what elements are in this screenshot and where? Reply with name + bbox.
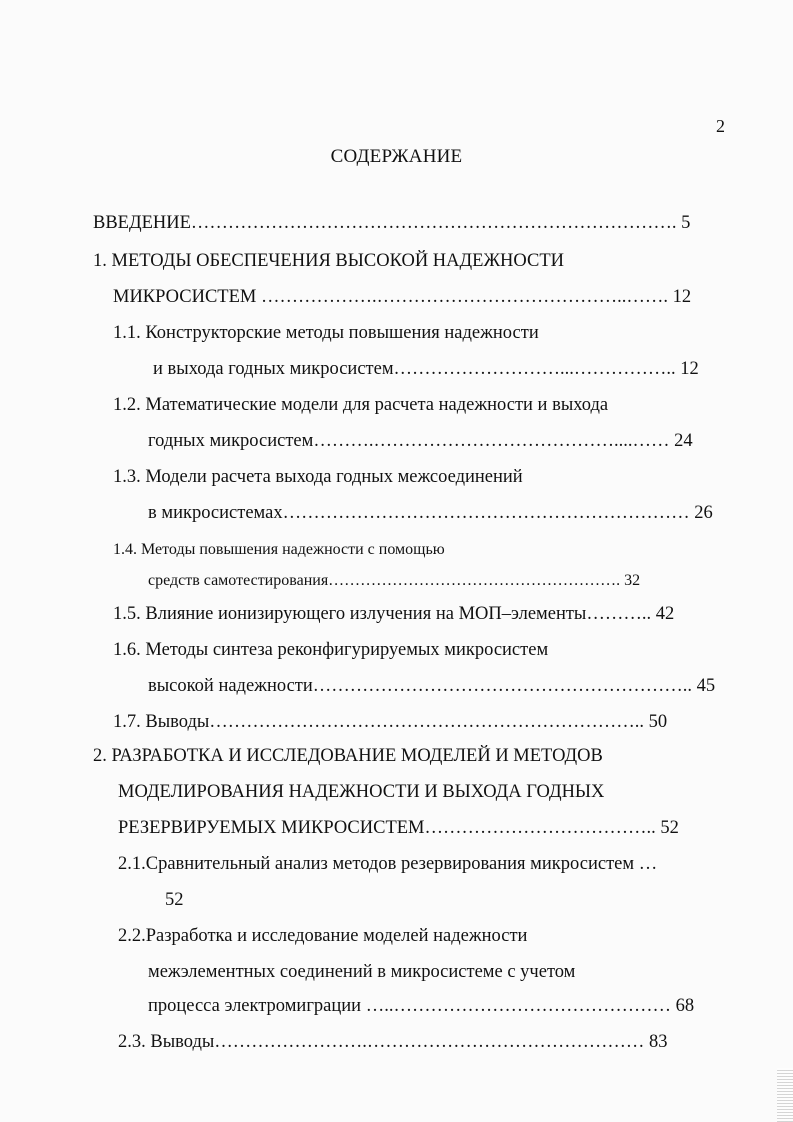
- toc-section-1-3-cont: в микросистемах………………………………………………………… 26: [148, 503, 713, 523]
- toc-section-2-1: 2.1.Сравнительный анализ методов резервирования микросистем …: [118, 854, 658, 874]
- scan-artifact: [777, 1068, 793, 1122]
- toc-section-2-1-page: 52: [165, 890, 184, 910]
- toc-chapter-2-title-cont-2: РЕЗЕРВИРУЕМЫХ МИКРОСИСТЕМ……………………………….. 52: [118, 818, 679, 838]
- toc-section-1-1-cont: и выхода годных микросистем………………………...…………….. 12: [153, 359, 699, 379]
- toc-chapter-2-title-cont-1: МОДЕЛИРОВАНИЯ НАДЕЖНОСТИ И ВЫХОДА ГОДНЫХ: [118, 782, 605, 802]
- toc-section-1-4-cont: средств самотестирования………………………………………………. 32: [148, 572, 641, 589]
- toc-section-2-2-cont-2: процесса электромиграции …..……………………………………… 68: [148, 996, 695, 1016]
- toc-section-2-3: 2.3. Выводы…………………….……………………………………… 83: [118, 1032, 668, 1052]
- toc-chapter-1-title-cont: МИКРОСИСТЕМ ……………….…………………………………..……. 12: [113, 287, 692, 307]
- toc-section-1-2: 1.2. Математические модели для расчета надежности и выхода: [113, 395, 609, 415]
- toc-section-1-6-cont: высокой надежности…………………………………………………….. 45: [148, 676, 716, 696]
- toc-section-1-5: 1.5. Влияние ионизирующего излучения на МОП–элементы……….. 42: [113, 604, 675, 624]
- toc-section-1-2-cont: годных микросистем……….…………………………………....…… 24: [148, 431, 693, 451]
- toc-section-1-4: 1.4. Методы повышения надежности с помощью: [113, 541, 445, 558]
- toc-section-1-3: 1.3. Модели расчета выхода годных межсоединений: [113, 467, 523, 487]
- toc-section-1-1: 1.1. Конструкторские методы повышения надежности: [113, 323, 539, 343]
- toc-section-2-2: 2.2.Разработка и исследование моделей надежности: [118, 926, 528, 946]
- page-title: СОДЕРЖАНИЕ: [330, 146, 463, 167]
- toc-section-1-7: 1.7. Выводы…………………………………………………………….. 50: [113, 712, 668, 732]
- page-number: 2: [716, 116, 725, 136]
- toc-section-2-2-cont-1: межэлементных соединений в микросистеме с учетом: [148, 962, 576, 982]
- toc-section-1-6: 1.6. Методы синтеза реконфигурируемых микросистем: [113, 640, 549, 660]
- toc-chapter-2-title: 2. РАЗРАБОТКА И ИССЛЕДОВАНИЕ МОДЕЛЕЙ И МЕТОДОВ: [93, 746, 603, 766]
- toc-chapter-1-title: 1. МЕТОДЫ ОБЕСПЕЧЕНИЯ ВЫСОКОЙ НАДЕЖНОСТИ: [93, 251, 564, 271]
- toc-entry-introduction: ВВЕДЕНИЕ……………………………………………………………………. 5: [93, 213, 691, 233]
